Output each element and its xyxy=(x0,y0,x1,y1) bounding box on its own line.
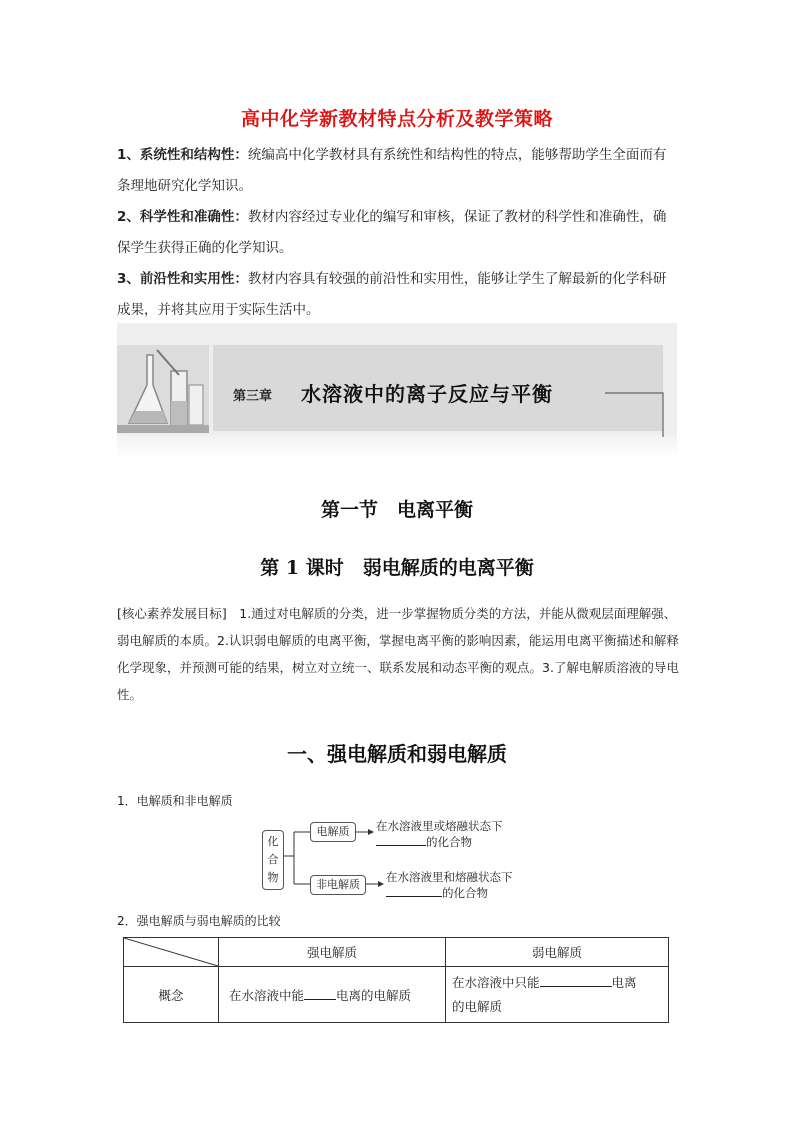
feature-paragraph-2 xyxy=(117,202,679,264)
non-electrolyte-definition xyxy=(386,869,513,901)
blank xyxy=(376,845,426,846)
feature-text: 统编高中化学教材具有系统性和结构性的特点，能够帮助学生全面而有条理地研究化学知识。 xyxy=(117,147,667,194)
strong-concept-prefix: 在水溶液中能 xyxy=(229,987,305,1003)
weak-concept-line2: 的电解质 xyxy=(452,998,503,1014)
definition-suffix: 的化合物 xyxy=(426,835,472,849)
feature-text: 教材内容经过专业化的编写和审核，保证了教材的科学性和准确性，确保学生获得正确的化学知识。 xyxy=(117,209,667,256)
core-goals xyxy=(117,600,679,708)
part-heading: 一、强电解质和弱电解质 xyxy=(287,742,507,766)
banner-bracket-line xyxy=(605,383,677,439)
definition-line: 在水溶液里或熔融状态下 xyxy=(376,819,503,833)
flask-icon xyxy=(117,345,209,433)
classification-diagram xyxy=(260,816,550,906)
definition-line-2 xyxy=(386,885,513,901)
lesson-title: 第 1 课时 弱电解质的电离平衡 xyxy=(260,557,534,579)
header-weak: 弱电解质 xyxy=(446,938,669,967)
feature-label: 1、系统性和结构性： xyxy=(117,147,248,163)
document-title: 高中化学新教材特点分析及教学策略 xyxy=(240,108,553,130)
goals-label: [核心素养发展目标] xyxy=(117,606,227,621)
chapter-label: 第三章 xyxy=(233,389,273,404)
electrolyte-definition xyxy=(376,818,503,850)
feature-label: 2、科学性和准确性： xyxy=(117,209,248,225)
feature-paragraph-3 xyxy=(117,264,679,326)
table-corner-cell xyxy=(124,938,219,967)
diagonal-line xyxy=(124,938,218,966)
chapter-banner xyxy=(117,323,677,458)
comparison-table xyxy=(123,937,669,1023)
row-label: 概念 xyxy=(124,967,219,1023)
weak-concept-suffix: 电离 xyxy=(611,974,637,990)
section-title: 第一节 电离平衡 xyxy=(320,499,473,521)
feature-text: 教材内容具有较强的前沿性和实用性，能够让学生了解最新的化学科研成果，并将其应用于实际生活中。 xyxy=(117,271,667,318)
blank xyxy=(540,986,612,987)
weak-concept-cell xyxy=(446,967,669,1023)
blank xyxy=(386,896,442,897)
item-2-title: 2．强电解质与弱电解质的比较 xyxy=(117,914,281,928)
blank xyxy=(304,999,336,1000)
weak-concept-prefix: 在水溶液中只能 xyxy=(452,974,540,990)
table-header-row xyxy=(124,938,669,967)
compound-label: 化合物 xyxy=(267,835,279,884)
feature-label: 3、前沿性和实用性： xyxy=(117,271,248,287)
feature-paragraph-1 xyxy=(117,140,679,202)
chapter-title: 水溶液中的离子反应与平衡 xyxy=(301,382,553,406)
definition-suffix: 的化合物 xyxy=(442,886,488,900)
item-1-title: 1．电解质和非电解质 xyxy=(117,794,233,808)
strong-concept-suffix: 电离的电解质 xyxy=(336,987,412,1003)
non-electrolyte-box: 非电解质 xyxy=(310,875,366,895)
lab-glassware-image xyxy=(117,345,209,433)
table-row xyxy=(124,967,669,1023)
header-strong: 强电解质 xyxy=(219,938,446,967)
definition-line: 在水溶液里和熔融状态下 xyxy=(386,870,513,884)
goals-text: 1.通过对电解质的分类，进一步掌握物质分类的方法，并能从微观层面理解强、弱电解质的本质。2.认识弱电解质的电离平衡，掌握电离平衡的影响因素，能运用电离平衡描述和解释化学现象，并预测可能的结果，树立对立统一、联系发展和动态平衡的观点。3.了解电解质溶液的导电性。 xyxy=(117,606,679,702)
electrolyte-box: 电解质 xyxy=(310,822,356,842)
compound-box xyxy=(262,830,284,890)
definition-line-2 xyxy=(376,834,503,850)
strong-concept-cell xyxy=(219,967,446,1023)
banner-bottom-fade xyxy=(117,435,677,458)
